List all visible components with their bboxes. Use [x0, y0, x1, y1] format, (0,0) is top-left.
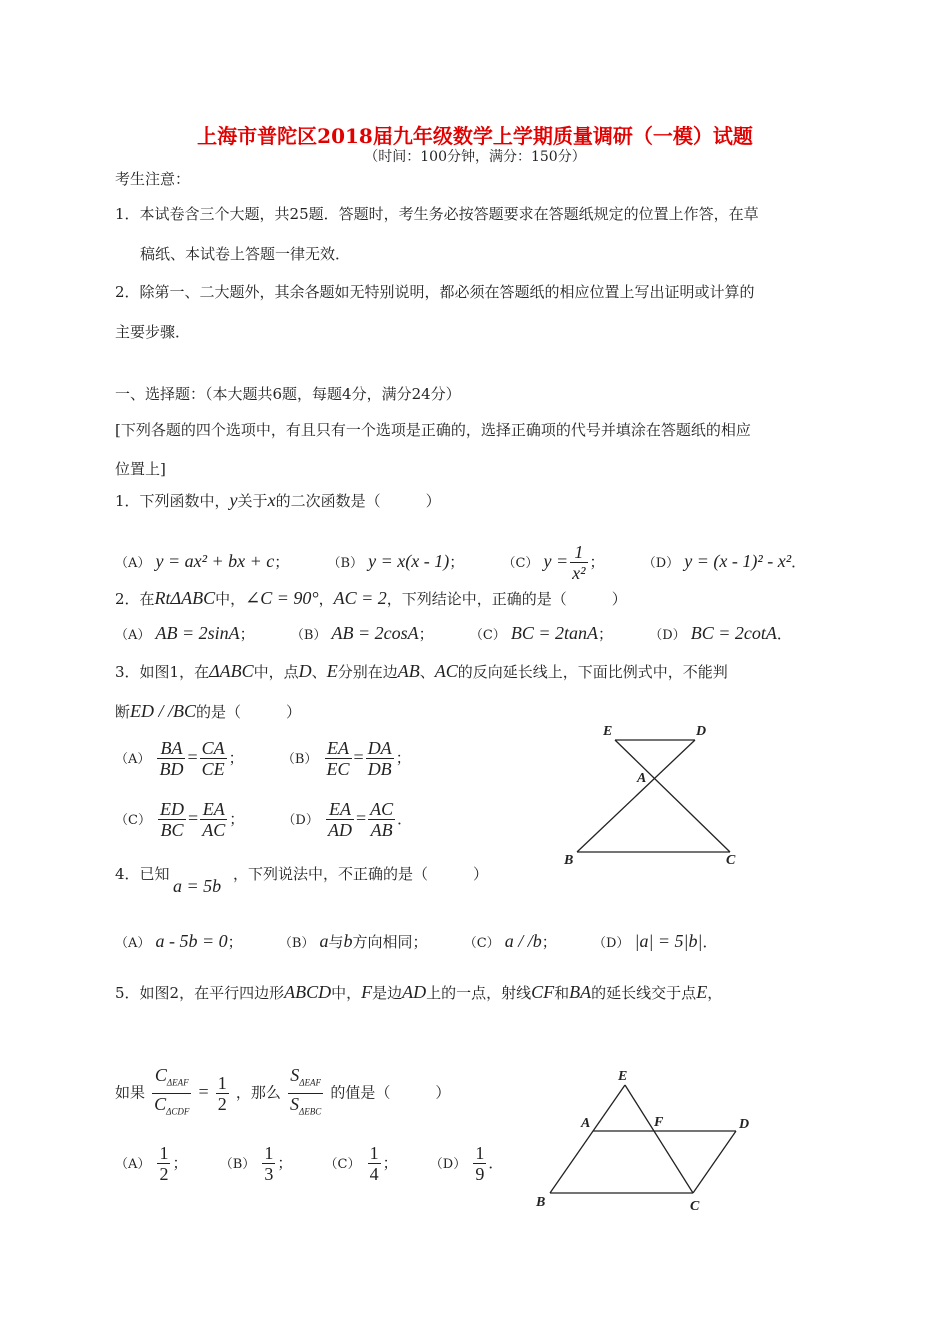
q3-option-d[interactable]: $\frac{EA}{AD}$ = $\frac{AC}{AB}$ — [327, 799, 394, 840]
question-2-stem: 2．在RtΔABC中，∠C = 90°，AC = 2，下列结论中，正确的是（ ） — [115, 588, 627, 608]
segment-dc — [693, 1131, 736, 1193]
question-5-options: （A） $\frac{1}{2}$ ； （B） $\frac{1}{3}$ ； （C） $\frac{1}{4}$ ； （D） $\frac{1}{9}$ ． — [115, 1143, 504, 1184]
question-5-stem-line-1: 5．如图2，在平行四边形ABCD中，F是边AD上的一点，射线CF和BA的延长线交于点E， — [115, 982, 723, 1002]
fig1-label-c: C — [726, 853, 736, 868]
q4-option-c[interactable]: a / /b — [504, 931, 542, 951]
segment-db — [577, 740, 695, 852]
segment-be — [550, 1085, 625, 1193]
question-3-options-row-2: （C） $\frac{ED}{BC}$ = $\frac{EA}{AC}$ ； （D） $\frac{EA}{AD}$ = $\frac{AC}{AB}$ ． — [115, 799, 413, 840]
fig1-label-e: E — [603, 724, 613, 739]
q3-option-b[interactable]: $\frac{EA}{EC}$ = $\frac{DA}{DB}$ — [326, 738, 392, 779]
q1-option-d[interactable]: y = (x - 1)² - x² — [684, 551, 792, 571]
q3-option-c[interactable]: $\frac{ED}{BC}$ = $\frac{EA}{AC}$ — [160, 799, 226, 840]
fig2-label-c: C — [690, 1199, 700, 1214]
q2-option-b[interactable]: AB = 2cosA — [331, 623, 419, 643]
segment-ec — [625, 1085, 693, 1193]
q4-option-b[interactable]: a与b方向相同； — [319, 931, 428, 951]
q4-option-d[interactable]: |a| = 5|b| — [634, 931, 703, 951]
q1-option-a[interactable]: y = ax² + bx + c — [155, 551, 275, 571]
q3-option-a[interactable]: $\frac{BA}{BD}$ = $\frac{CA}{CE}$ — [159, 738, 225, 779]
question-4-condition: a = 5b — [173, 876, 222, 896]
notice-item-1-line-1: 1．本试卷含三个大题，共25题．答题时，考生务必按答题要求在答题纸规定的位置上作答，在草 — [115, 205, 759, 223]
question-4-stem-a: 4．已知 — [115, 865, 170, 883]
question-3-stem-line-2: 断ED / /BC的是（ ） — [115, 701, 302, 721]
notice-item-2-line-2: 主要步骤． — [115, 323, 191, 341]
page-title: 上海市普陀区2018届九年级数学上学期质量调研（一模）试题 — [197, 124, 753, 148]
fig1-label-d: D — [696, 724, 707, 739]
fig2-label-e: E — [618, 1069, 628, 1084]
fig2-label-b: B — [536, 1195, 546, 1210]
q5-option-a[interactable]: $\frac{1}{2}$ — [159, 1143, 169, 1184]
question-3-options-row-1: （A） $\frac{BA}{BD}$ = $\frac{CA}{CE}$ ； （B） $\frac{EA}{EC}$ = $\frac{DA}{DB}$ ； — [115, 738, 411, 779]
figure-2 — [530, 1065, 760, 1215]
q2-option-a[interactable]: AB = 2sinA — [155, 623, 240, 643]
question-4-stem-b: ，下列说法中，不正确的是（ ） — [233, 865, 489, 883]
exam-time-score: （时间：100分钟，满分：150分） — [364, 149, 586, 165]
figure-1 — [555, 715, 745, 875]
notice-item-2-line-1: 2．除第一、二大题外，其余各题如无特别说明，都必须在答题纸的相应位置上写出证明或计算的 — [115, 283, 755, 301]
section-1-instruction-line-2: 位置上] — [115, 460, 166, 478]
fig1-label-b: B — [564, 853, 574, 868]
q5-option-b[interactable]: $\frac{1}{3}$ — [264, 1143, 274, 1184]
section-1-instruction-line-1: [下列各题的四个选项中，有且只有一个选项是正确的，选择正确项的代号并填涂在答题纸的相应 — [115, 421, 751, 439]
q2-option-c[interactable]: BC = 2tanA — [510, 623, 599, 643]
q1-option-c[interactable]: y = $\frac{1}{\text{x²}}$ — [543, 542, 586, 583]
question-1-stem: 1．下列函数中，y关于x的二次函数是（ ） — [115, 490, 441, 510]
q5-option-c[interactable]: $\frac{1}{4}$ — [369, 1143, 379, 1184]
question-4-options: （A） a - 5b = 0； （B） a与b方向相同； （C） a / /b； （D） |a| = 5|b|． — [115, 931, 718, 951]
q5-option-d[interactable]: $\frac{1}{9}$ — [475, 1143, 485, 1184]
q2-option-d[interactable]: BC = 2cotA — [690, 623, 777, 643]
fig2-label-d: D — [739, 1117, 750, 1132]
question-3-stem-line-1: 3．如图1，在ΔABC中，点D、E分别在边AB、AC的反向延长线上，下面比例式中，不能判 — [115, 661, 728, 681]
question-5-stem-line-2: 如果 $\frac{C_{\Delta EAF}}{C_{\Delta CDF}}$ = $\frac{1}{2}$ ，那么 $\frac{S_{\Delta EAF}}{S_{\Delta EBC}}$ 的值是（ ） — [115, 1065, 451, 1117]
q4-option-a[interactable]: a - 5b = 0 — [155, 931, 228, 951]
notice-heading: 考生注意： — [115, 170, 191, 188]
fig1-label-a: A — [637, 771, 647, 786]
fig2-label-f: F — [654, 1115, 664, 1130]
question-2-options: （A） AB = 2sinA； （B） AB = 2cosA； （C） BC = 2tanA； （D） BC = 2cotA． — [115, 623, 792, 643]
section-1-heading: 一、选择题：（本大题共6题，每题4分，满分24分） — [115, 385, 461, 403]
q1-option-b[interactable]: y = x(x - 1) — [368, 551, 450, 571]
segment-ec — [615, 740, 730, 852]
question-1-options: （A） y = ax² + bx + c； （B） y = x(x - 1)； （C） y = $\frac{1}{\text{x²}}$ ； （D） y = (x - 1)² - x²． — [115, 542, 807, 583]
fig2-label-a: A — [581, 1116, 591, 1131]
notice-item-1-line-2: 稿纸、本试卷上答题一律无效． — [140, 245, 351, 263]
